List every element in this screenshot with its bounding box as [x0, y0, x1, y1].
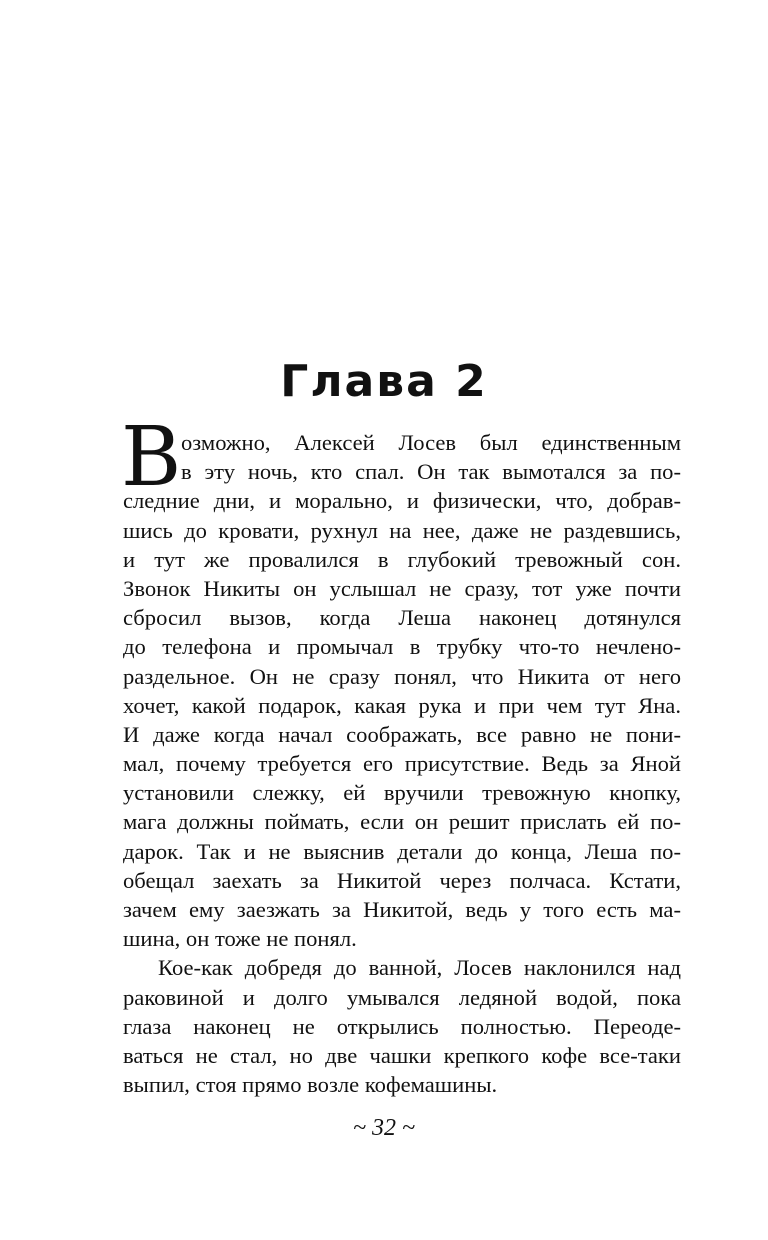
text-line: озможно, Алексей Лосев был единственным [181, 430, 681, 455]
page-number: ~ 32 ~ [353, 1115, 415, 1141]
text-line: дарок. Так и не выяснив детали до конца, Леша по- [123, 838, 681, 864]
text-line: установили слежку, ей вручили тревожную кнопку, [123, 780, 681, 806]
text-line: мага должны поймать, если он решит прислать ей по- [123, 809, 681, 835]
text-line: следние дни, и морально, и физически, что, добрав- [123, 488, 681, 514]
chapter-body [123, 428, 681, 1099]
drop-cap: В [121, 410, 182, 505]
text-line: шись до кровати, рухнул на нее, даже не раздевшись, [123, 517, 681, 543]
text-line: обещал заехать за Никитой через полчаса. Кстати, [123, 867, 681, 893]
text-line: раздельное. Он не сразу понял, что Никита от него [123, 663, 681, 689]
text-line: зачем ему заезжать за Никитой, ведь у того есть ма- [123, 897, 681, 922]
text-line: выпил, стоя прямо возле кофемашины. [123, 1072, 498, 1098]
text-line: хочет, какой подарок, какая рука и при чем тут Яна. [123, 692, 681, 718]
text-line: до телефона и промычал в трубку что-то нечлено- [123, 634, 681, 660]
text-line: И даже когда начал соображать, все равно не пони- [123, 721, 681, 747]
text-line: сбросил вызов, когда Леша наконец дотянулся [123, 605, 681, 631]
text-line: мал, почему требуется его присутствие. Ведь за Яной [123, 751, 681, 777]
text-line: в эту ночь, кто спал. Он так вымотался за по- [181, 459, 681, 485]
text-line: и тут же провалился в глубокий тревожный сон. [123, 546, 681, 572]
text-line: раковиной и долго умывался ледяной водой, пока [123, 984, 681, 1010]
text-line: Кое-как добредя до ванной, Лосев наклонился над [158, 955, 681, 981]
text-line: глаза наконец не открылись полностью. Переоде- [123, 1013, 681, 1039]
text-line: Звонок Никиты он услышал не сразу, тот уже почти [123, 575, 681, 601]
text-line: шина, он тоже не понял. [123, 926, 357, 952]
chapter-title: Глава 2 [280, 356, 488, 407]
text-line: ваться не стал, но две чашки крепкого кофе все-таки [123, 1042, 681, 1068]
